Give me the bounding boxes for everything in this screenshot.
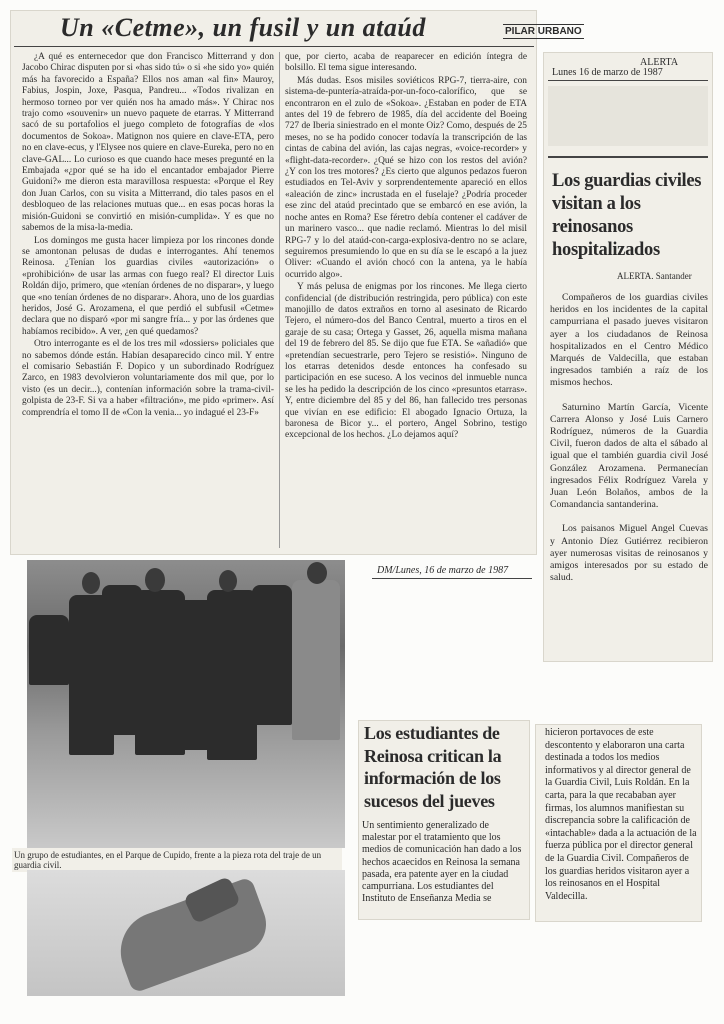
article-cetme-title: Un «Cetme», un fusil y un ataúd xyxy=(60,13,426,42)
alerta-body xyxy=(550,292,708,660)
paragraph: Otro interrogante es el de los tres mil «dossiers» policiales que no sabemos dónde están. Habían desaparecido cinco mil. Y entre el comisario Sebastián F. Dopico y un subordinado Rodríguez Zarco, en 1983 devolvieron voluntariamente dos mil que, por lo visto (es un decir...), contenían información sobre la trama-civil-golpista de 23-F. Si va a haber «filtración», me pido «primer». Así comprendría el tomo II de «Con la venia... yo indagué el 23-F» xyxy=(22,339,274,418)
alerta-title: Los guardias civiles visitan a los reinosanos hospitalizados xyxy=(552,171,702,260)
dm-col1: Un sentimiento generalizado de malestar por el tratamiento que los medios de comunicación han dado a los hechos acaecidos en Reinosa la semana pasada, era patente ayer en la ciudad campurriana. Los estudiantes del Instituto de Enseñanza Media se xyxy=(362,820,522,905)
alerta-rule-2 xyxy=(548,156,708,158)
paragraph: ¿A qué es enternecedor que don Francisco Mitterrand y don Jacobo Chirac disputen por si «has sido tú» o si «he sido yo» quién más ha favorecido a España? Ellos nos aman «al fin» Mauroy, Fabius, Jospin, Joxe, Pasqua, Pandreu... «Todos rivalizan en hermoso torneo por ver quién nos ha amado más». Y Chirac nos trajo como «souvenir» un nuevo paquete de etarras. Y Mitterrand sacó de su portafolios el juego completo de fotografías de «los documentos de Sokoa». Matignon nos quiere en clave-ETA, pero no en clave-ecus, y l'Elysee nos quiere en clave-Eureka, pero no en clave-GAL... Lo curioso es que cuando hace meses pregunté en la Embajada «¿por qué se ha ido el encantador embajador Pierre Guidoni?» me dieron esta maravillosa respuesta: «Porque el Rey don Juan Carlos, con su visita a Mitterrand, dio tales pasos en el desbloqueo de las relaciones mutuas que... en esas pocas horas la misión-Guidoni se convirtió en misión-cumplida». Y es que no sabemos de la misa-la-media. xyxy=(22,52,274,234)
head xyxy=(219,570,237,592)
alerta-masthead: ALERTA xyxy=(640,57,679,68)
dm-dateline-rule xyxy=(372,578,532,579)
person-figure xyxy=(29,615,69,685)
section-tag: PILAR URBANO xyxy=(505,26,582,37)
photo-students xyxy=(27,560,345,848)
alerta-bleed xyxy=(548,86,708,146)
alerta-rule xyxy=(548,80,708,81)
head xyxy=(307,562,327,584)
title-rule xyxy=(14,46,534,47)
paragraph: Compañeros de los guardias civiles heridos en los incidentes de la capital campurriana el pasado jueves visitaron ayer a los ciudadanos de Reinosa hospitalizados en el Centro Médico Marqués de Valdecilla, que estaban ingresados también a raíz de los mismos hechos. xyxy=(550,292,708,389)
alerta-byline: ALERTA. Santander xyxy=(617,271,692,281)
dm-col2: hicieron portavoces de este descontento y elaboraron una carta destinada a todos los medios informativos y al director general de la Guardia Civil, Luis Roldán. En la carta, para la que recababan ayer firmas, los alumnos manifiestan su discrepancia sobre la calificación de «intachable» dada a la actuación de la fuerza pública por el director general de la Guardia Civil. Compañeros de los guardias heridos visitaron ayer a los reinosanos en el Hospital Valdecilla. xyxy=(545,727,697,902)
photo-uniform-piece xyxy=(27,870,345,996)
person-figure xyxy=(252,585,292,725)
paragraph: Saturnino Martín García, Vicente Carrera Alonso y José Luis Carnero Rodríguez, números de la Guardia Civil, fueron dados de alta el sábado al igual que el también guardia civil José González Arozamena. Permanecían ingresados Félix Rodríguez Varela y Juan León Bolaños, ambos de la Comandancia santanderina. xyxy=(550,401,708,511)
paragraph: que, por cierto, acaba de reaparecer en edición íntegra de bolsillo. El tema sigue interesando. xyxy=(285,52,527,74)
paragraph: Los domingos me gusta hacer limpieza por los rincones donde se amontonan pelusas de dudas e interrogantes. Ahí tenemos Reinosa. ¿Tenían los guardias civiles «autorización» o «prohibición» de usar las armas con fuego real? El director Luis Roldán dijo, primero, que «tenían órdenes de no disparar», y luego que «no tenían órdenes de no disparar». Ahora, uno de los guardias heridos, José G. Arozamena, el que perdió el subfusil «Cetme» declara que no disparó «por mi sangre fría... y por las órdenes que habíamos recibido». A ver, ¿en qué quedamos? xyxy=(22,235,274,337)
photo-caption: Un grupo de estudiantes, en el Parque de Cupido, frente a la pieza rota del traje de un guardia civil. xyxy=(12,848,342,872)
paragraph: Los paisanos Miguel Angel Cuevas y Antonio Díez Gutiérrez recibieron ayer numerosas visitas de reinosanos y amigos interesados por su estado de salud. xyxy=(550,523,708,584)
article-cetme-col1 xyxy=(22,52,274,550)
dm-dateline: DM/Lunes, 16 de marzo de 1987 xyxy=(377,565,509,576)
person-figure xyxy=(207,590,257,760)
article-cetme-col2 xyxy=(285,52,527,550)
column-divider xyxy=(279,52,280,548)
person-figure xyxy=(292,580,340,740)
paragraph: Y más pelusa de enigmas por los rincones. Me llega cierto confidencial (de distribución restringida, pero pública) con este manojillo de datos extraños en torno al asesinato de Ricardo Tejero, el número-dos del Banco Central, muerto a tiros en el garaje de su casa; Ortega y Gasset, 26, aquella misma mañana del 19 de febrero del 85. Se dijo que fue ETA. Se «añadió» que «pretendían secuestrarle, pero Tejero se resistió». Ninguno de los etarras detenidos desde entonces ha confesado su participación en ese suceso. A los vecinos del inmueble nunca se les ha pedido la descripción de los cinco «presuntos etarras». Y, entre diciembre del 85 y del 86, han fallecido tres personas que vivían en ese edificio: El abogado Ignacio Ortuza, la baronesa de Bicor y... el portero, Angel Sobrino, testigo excepcional de los hechos. ¿Lo dejamos aquí? xyxy=(285,282,527,441)
dm-title: Los estudiantes de Reinosa critican la información de los sucesos del jueves xyxy=(364,723,502,811)
head xyxy=(145,568,165,592)
alerta-date: Lunes 16 de marzo de 1987 xyxy=(552,67,663,78)
head xyxy=(82,572,100,594)
paragraph: Más dudas. Esos misiles soviéticos RPG-7, tierra-aire, con sistema-de-puntería-atraída-por-un-foco-calorífico, que se encontraron en el zulo de «Sokoa». ¿Estaban en poder de ETA antes del 19 de febrero de 1985, día del accidente del Boeing 727 de Iberia siniestrado en el monte Oiz? Como, después de 25 meses, no se ha podido conocer todavía la transcripción de las cintas de cabina del avión, las cajas negras, «voice-recorder» y «flight-data-recorder». ¿Qué se hizo con los restos del avión? ¿Y con los tres motores? ¿Es cierto que algunos pedazos fueron estudiados en Tel-Aviv y sorprendentemente apareció en ellos «aleación de zinc» incrustada en el fuselaje? ¿Podría proceder ese zinc del ataúd precintado que se embarcó en ese avión, la noche antes en Roma? Ese féretro debía contener el cadáver de un marinero vasco... que nadie reclamó. Mientras lo del misil RPG-7 y lo del ataúd-con-carga-explosiva-dentro no se aclare, seguiremos presumiendo lo que en su día se le escapó a la juez Oliver: «Cuando el avión chocó con la antena, ya le había ocurrido algo». xyxy=(285,75,527,280)
